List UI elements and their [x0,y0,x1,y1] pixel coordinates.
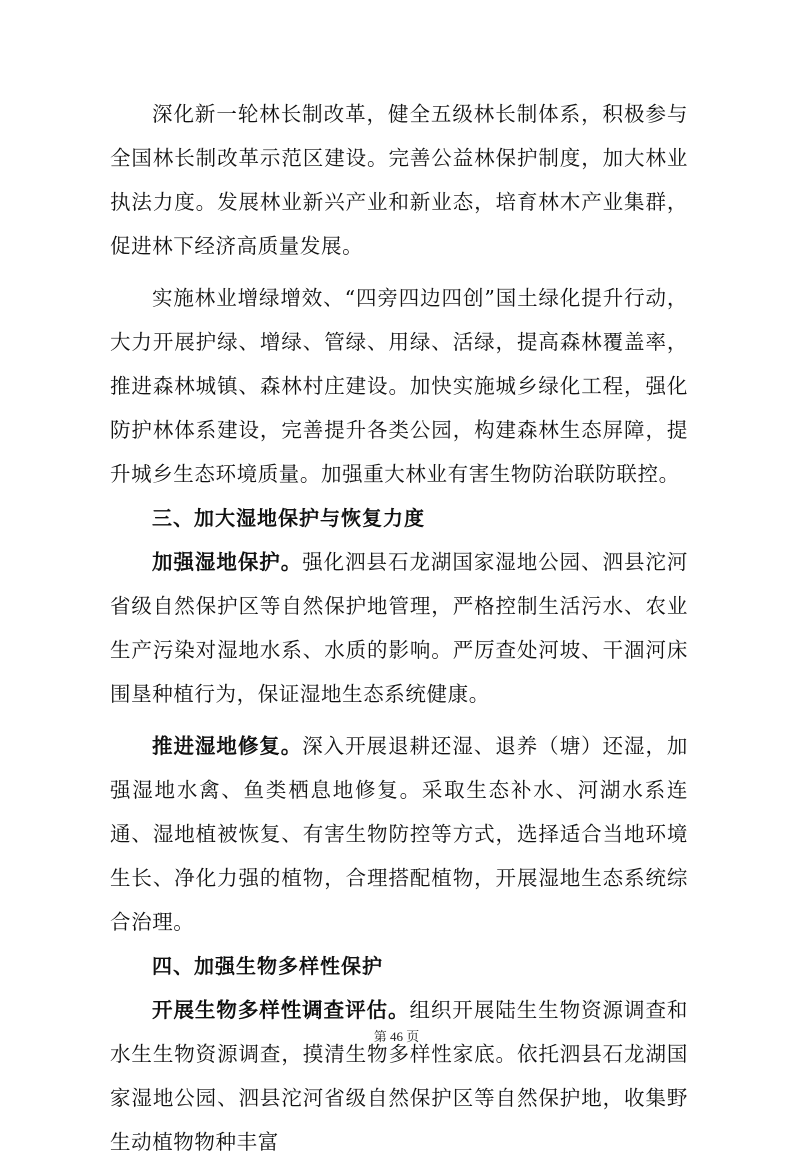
section-heading-biodiversity: 四、加强生物多样性保护 [152,954,383,978]
paragraph-wetland-protection [110,540,688,716]
paragraph-forest-chief-reform [110,92,688,268]
paragraph-text: 深入开展退耕还湿、退养（塘）还湿，加强湿地水禽、鱼类栖息地修复。采取生态补水、河湖水系连通、湿地植被恢复、有害生物防控等方式，选择适合当地环境生长、净化力强的植物，合理搭配植物，开展湿地生态系统综合治理。 [110,734,688,934]
paragraph-text: 深化新一轮林长制改革，健全五级林长制体系，积极参与全国林长制改革示范区建设。完善公益林保护制度，加大林业执法力度。发展林业新兴产业和新业态，培育林木产业集群，促进林下经济高质量发展。 [110,102,688,258]
paragraph-lead: 加强湿地保护。 [152,550,303,574]
section-heading-wetland: 三、加大湿地保护与恢复力度 [152,506,425,530]
paragraph-text: 强化泗县石龙湖国家湿地公园、泗县沱河省级自然保护区等自然保护地管理，严格控制生活污水、农业生产污染对湿地水系、水质的影响。严厉查处河坡、干涸河床围垦种植行为，保证湿地生态系统健康。 [110,550,688,706]
paragraph-text: 组织开展陆生生物资源调查和水生生物资源调查，摸清生物多样性家底。依托泗县石龙湖国家湿地公园、泗县沱河省级自然保护区等自然保护地，收集野生动植物物种丰富 [110,998,688,1154]
paragraph-text: 实施林业增绿增效、“四旁四边四创”国土绿化提升行动，大力开展护绿、增绿、管绿、用绿、活绿，提高森林覆盖率，推进森林城镇、森林村庄建设。加快实施城乡绿化工程，强化防护林体系建设，完善提升各类公园，构建森林生态屏障，提升城乡生态环境质量。加强重大林业有害生物防治联防联控。 [110,286,688,486]
paragraph-lead: 开展生物多样性调查评估。 [152,998,410,1022]
paragraph-greening-action [110,276,688,496]
paragraph-wetland-restoration [110,724,688,944]
paragraph-biodiversity-survey [110,988,688,1164]
paragraph-lead: 推进湿地修复。 [152,734,303,758]
page-number: 第 46 页 [373,1029,420,1044]
document-body [110,92,688,1164]
